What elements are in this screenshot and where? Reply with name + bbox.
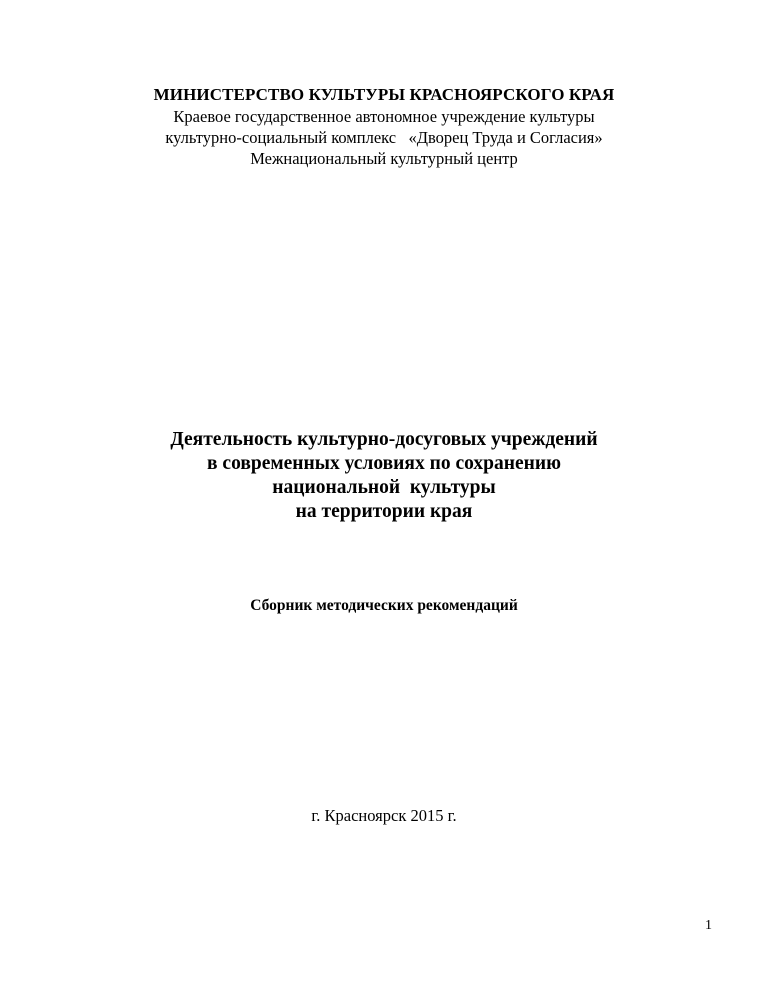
complex-name: культурно-социальный комплекс «Дворец Труда и Согласия» xyxy=(165,128,603,147)
institution-name: Краевое государственное автономное учреждение культуры xyxy=(173,107,595,126)
title-line: на территории края xyxy=(295,501,473,522)
place-and-year: г. Красноярск 2015 г. xyxy=(311,806,457,825)
page-number: 1 xyxy=(705,918,712,933)
document-title xyxy=(0,428,768,524)
title-line: национальной культуры xyxy=(272,477,496,498)
document-header xyxy=(0,84,768,169)
document-subtitle: Сборник методических рекомендаций xyxy=(250,597,518,614)
ministry-name: МИНИСТЕРСТВО КУЛЬТУРЫ КРАСНОЯРСКОГО КРАЯ xyxy=(153,85,615,104)
title-line: в современных условиях по сохранению xyxy=(207,453,561,474)
center-name: Межнациональный культурный центр xyxy=(250,149,518,168)
title-line: Деятельность культурно-досуговых учреждений xyxy=(170,429,598,450)
